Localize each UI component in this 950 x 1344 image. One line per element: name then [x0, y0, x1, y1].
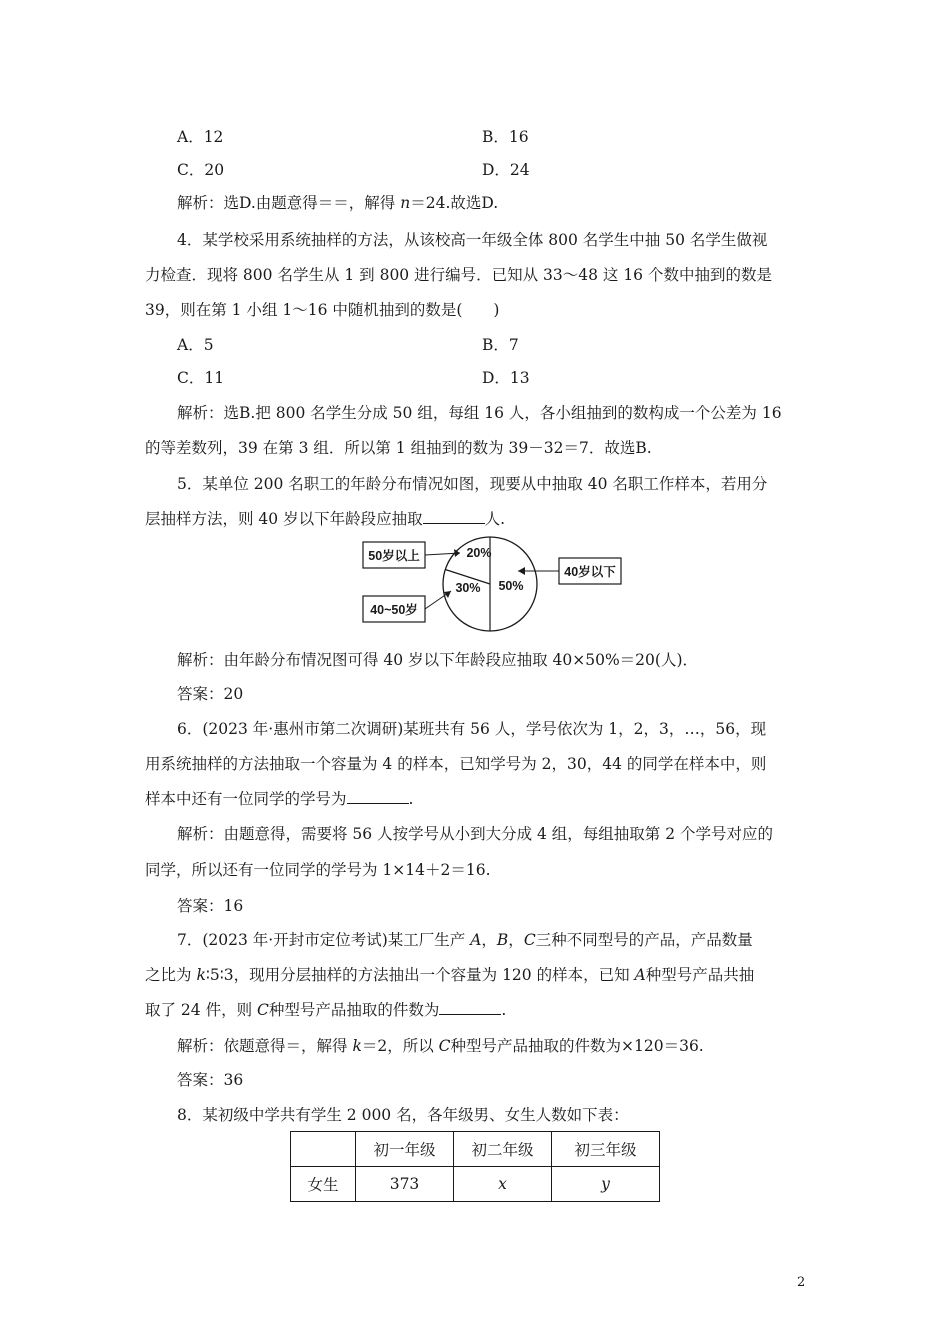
grade-table: [290, 1131, 660, 1202]
q3-option-d: D．24: [482, 161, 530, 179]
q6-stem-line-1: 6．(2023 年·惠州市第二次调研)某班共有 56 人，学号依次为 1，2，3，…，56，现: [177, 720, 767, 738]
q3-option-a: A．12: [177, 128, 224, 146]
table-cell: y: [552, 1167, 660, 1202]
q7-solution: 解析：依题意得＝，解得 k＝2，所以 C种型号产品抽取的件数为×120＝36.: [177, 1037, 704, 1055]
q5-stem-line-2: 层抽样方法，则 40 岁以下年龄段应抽取 人.: [145, 510, 506, 528]
q4-option-d: D．13: [482, 369, 530, 387]
page-number: 2: [797, 1275, 806, 1290]
q4-option-c: C．11: [177, 369, 225, 387]
answer-blank: [423, 509, 485, 524]
slice-label-30: 30%: [455, 581, 481, 595]
answer-blank: [439, 1000, 501, 1015]
table-cell: 373: [356, 1167, 454, 1202]
table-row: [291, 1167, 660, 1202]
q6-stem-line-2: 用系统抽样的方法抽取一个容量为 4 的样本，已知学号为 2，30，44 的同学在样本中，则: [145, 755, 767, 773]
answer-blank: [347, 789, 409, 804]
legend-label-over-50: 50岁以上: [368, 549, 420, 563]
table-header-cell: 初三年级: [552, 1132, 660, 1167]
q6-stem-line-3: 样本中还有一位同学的学号为 .: [145, 790, 414, 808]
q4-stem-line-2: 力检查．现将 800 名学生从 1 到 800 进行编号．已知从 33～48 这 16 个数中抽到的数是: [145, 266, 772, 284]
age-pie-chart: [362, 535, 632, 635]
q3-option-b: B．16: [482, 128, 529, 146]
legend-label-40-50: 40~50岁: [370, 603, 418, 617]
table-header-cell: 初二年级: [454, 1132, 552, 1167]
q4-solution-line-2: 的等差数列，39 在第 3 组．所以第 1 组抽到的数为 39－32＝7．故选B.: [145, 439, 652, 457]
table-cell: 女生: [291, 1167, 356, 1202]
table-header-cell: 初一年级: [356, 1132, 454, 1167]
q4-option-a: A．5: [177, 336, 214, 354]
q7-stem-line-2: 之比为 k∶5∶3，现用分层抽样的方法抽出一个容量为 120 的样本，已知 A种型号产品共抽: [145, 966, 755, 984]
q6-solution-line-2: 同学，所以还有一位同学的学号为 1×14＋2＝16.: [145, 861, 491, 879]
q4-stem-line-1: 4．某学校采用系统抽样的方法，从该校高一年级全体 800 名学生中抽 50 名学生做视: [177, 231, 768, 249]
q4-stem-line-3: 39，则在第 1 小组 1～16 中随机抽到的数是( ): [145, 301, 500, 319]
slice-label-20: 20%: [466, 546, 492, 560]
table-header-row: [291, 1132, 660, 1167]
q4-solution-line-1: 解析：选B.把 800 名学生分成 50 组，每组 16 人，各小组抽到的数构成一个公差为 16: [177, 404, 782, 422]
q5-answer: 答案：20: [177, 685, 244, 703]
q3-option-c: C．20: [177, 161, 225, 179]
q7-stem-line-3: 取了 24 件，则 C种型号产品抽取的件数为 .: [145, 1001, 507, 1019]
table-header-cell: [291, 1132, 356, 1167]
q5-solution: 解析：由年龄分布情况图可得 40 岁以下年龄段应抽取 40×50%＝20(人)．: [177, 651, 698, 669]
q7-stem-line-1: 7．(2023 年·开封市定位考试)某工厂生产 A，B，C三种不同型号的产品，产品数量: [177, 931, 753, 949]
slice-label-50: 50%: [498, 579, 524, 593]
q6-solution-line-1: 解析：由题意得，需要将 56 人按学号从小到大分成 4 组，每组抽取第 2 个学号对应的: [177, 825, 774, 843]
legend-label-under-40: 40岁以下: [564, 565, 616, 579]
q7-answer: 答案：36: [177, 1071, 244, 1089]
q8-stem: 8．某初级中学共有学生 2 000 名，各年级男、女生人数如下表：: [177, 1106, 629, 1124]
q4-option-b: B．7: [482, 336, 519, 354]
table-cell: x: [454, 1167, 552, 1202]
q3-solution: 解析：选D.由题意得＝＝，解得 n＝24.故选D.: [177, 194, 499, 212]
q5-stem-line-1: 5．某单位 200 名职工的年龄分布情况如图，现要从中抽取 40 名职工作样本，若用分: [177, 475, 768, 493]
q6-answer: 答案：16: [177, 897, 244, 915]
